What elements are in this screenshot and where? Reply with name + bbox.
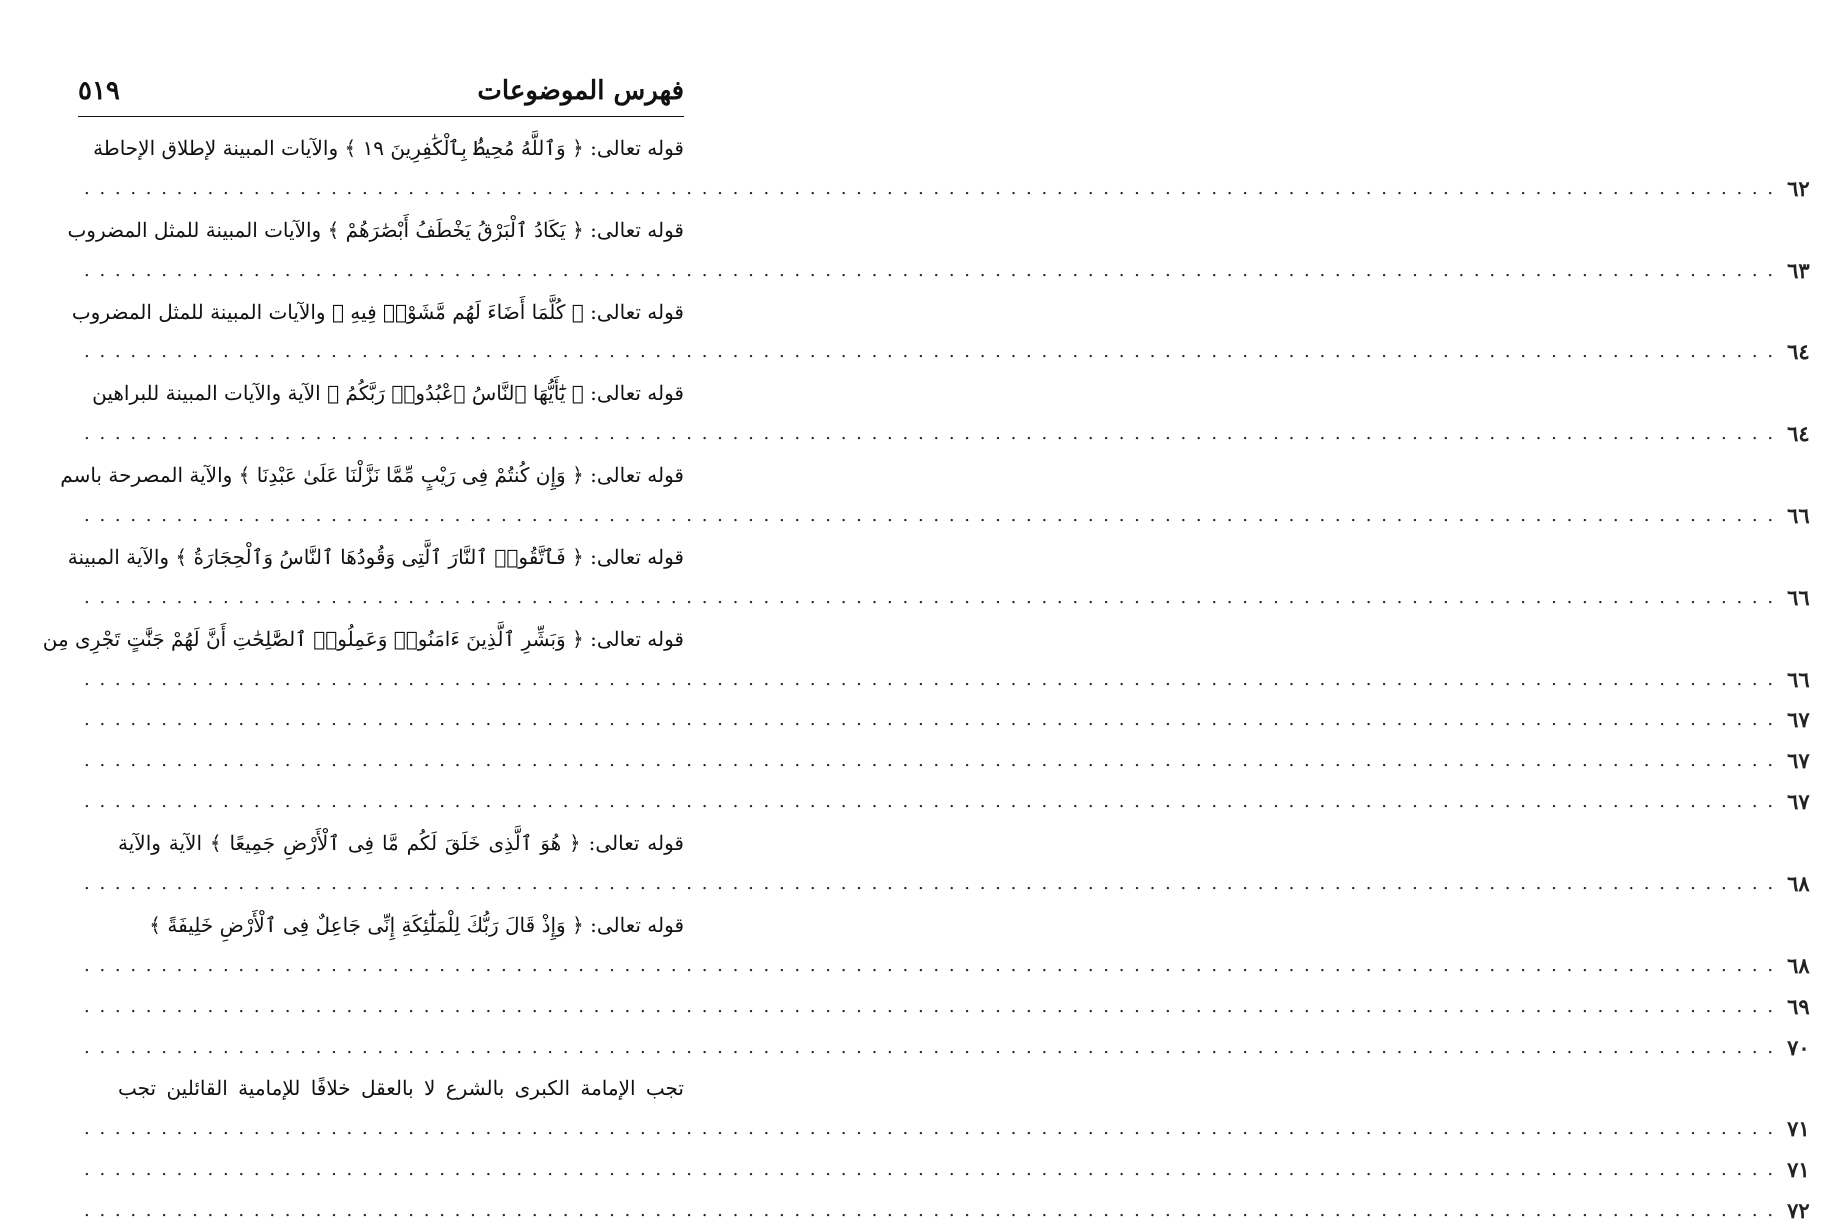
entry-text: قوله تعالى: ﴿ وَإِن كُنتُمْ فِى رَيْبٍ مِّمَّا نَزَّلْنَا عَلَىٰ عَبْدِنَا ﴾ والآية المصرحة باسم xyxy=(60,463,684,488)
index-line xyxy=(84,496,1810,537)
entry-text: قوله تعالى: ﴿ كُلَّمَا أَضَاءَ لَهُم مَّشَوْا۟ فِيهِ ﴾ والآيات المبينة للمثل المضروب xyxy=(71,299,684,324)
index-line xyxy=(84,660,1810,701)
index-line xyxy=(42,619,684,660)
index-line xyxy=(84,946,1810,987)
index-line xyxy=(67,210,684,251)
entry-page-number: . . . ٦٦ xyxy=(1787,666,1810,692)
index-line xyxy=(78,373,684,414)
entry-page-number: . . . ٦٨ xyxy=(1787,871,1810,897)
index-line xyxy=(84,251,1810,292)
header-rule xyxy=(78,116,684,117)
entry-text: قوله تعالى: ﴿ يَكَادُ ٱلْبَرْقُ يَخْطَفُ أَبْصَٰرَهُمْ ﴾ والآيات المبينة للمثل المضروب xyxy=(67,217,684,242)
page-number: ٥١٩ xyxy=(78,76,120,106)
index-line xyxy=(84,864,1810,905)
entry-page-number: . . . ٦٦ xyxy=(1787,503,1810,529)
index-line xyxy=(84,1109,1810,1150)
index-line xyxy=(84,169,1810,210)
index-line xyxy=(84,578,1810,619)
index-line xyxy=(84,700,1810,741)
index-line xyxy=(84,1028,1810,1069)
entry-text: قوله تعالى: ﴿ فَٱتَّقُوا۟ ٱلنَّارَ ٱلَّتِى وَقُودُهَا ٱلنَّاسُ وَٱلْحِجَارَةُ ﴾ والآية المبينة xyxy=(67,544,684,569)
entry-text: تجب الإمامة الكبرى بالشرع لا بالعقل خلافًا للإمامية القائلين تجب xyxy=(118,1076,684,1101)
entry-page-number: . . . ٦٧ xyxy=(1787,789,1810,815)
index-line xyxy=(84,1150,1810,1191)
entry-page-number: . . . ٧١ xyxy=(1787,1116,1810,1142)
index-line xyxy=(71,292,684,333)
entry-text: قوله تعالى: ﴿ وَٱللَّهُ مُحِيطُۢ بِٱلْكَٰفِرِينَ ١٩ ﴾ والآيات المبينة لإطلاق الإحاطة xyxy=(93,136,684,160)
entry-page-number: . . . ٧١ xyxy=(1787,1157,1810,1183)
index-line xyxy=(84,987,1810,1028)
index-line xyxy=(78,823,684,864)
entry-page-number: . . . ٦٩ xyxy=(1787,993,1810,1019)
entry-page-number: . . . ٦٤ xyxy=(1787,339,1810,365)
entry-text: قوله تعالى: ﴿ وَبَشِّرِ ٱلَّذِينَ ءَامَنُوا۟ وَعَمِلُوا۟ ٱلصَّٰلِحَٰتِ أَنَّ لَهُمْ جَنَّٰتٍ تَجْرِى مِن xyxy=(42,626,684,651)
index-line xyxy=(60,455,684,496)
index-line xyxy=(78,905,684,946)
index-line xyxy=(78,128,684,169)
entry-text: قوله تعالى: ﴿ يَٰٓأَيُّهَا ٱلنَّاسُ ٱعْبُدُوا۟ رَبَّكُمُ ﴾ الآية والآيات المبينة للبراهين xyxy=(92,381,684,406)
index-line xyxy=(84,741,1810,782)
index-line xyxy=(84,332,1810,373)
entry-page-number: . . . ٦٦ xyxy=(1787,584,1810,610)
entry-page-number: . . . ٦٧ xyxy=(1787,748,1810,774)
entry-page-number: . . . ٧٠ xyxy=(1787,1034,1810,1060)
running-title: فهرس الموضوعات xyxy=(477,76,684,106)
index-entries xyxy=(42,128,1810,1232)
entry-page-number: . . . ٦٧ xyxy=(1787,707,1810,733)
entry-text: قوله تعالى: ﴿ وَإِذْ قَالَ رَبُّكَ لِلْمَلَٰٓئِكَةِ إِنِّى جَاعِلٌ فِى ٱلْأَرْضِ خَلِيفَةً ﴾ xyxy=(149,912,684,937)
page-header xyxy=(78,74,684,114)
entry-page-number: . . . ٦٨ xyxy=(1787,952,1810,978)
index-line xyxy=(84,1191,1810,1232)
entry-page-number: . . . ٦٤ xyxy=(1787,421,1810,447)
index-line xyxy=(78,1068,684,1109)
entry-page-number: . . . ٧٢ xyxy=(1787,1198,1810,1224)
entry-page-number: . . . ٦٢ xyxy=(1787,175,1810,201)
entry-text: قوله تعالى: ﴿ هُوَ ٱلَّذِى خَلَقَ لَكُم مَّا فِى ٱلْأَرْضِ جَمِيعًا ﴾ الآية والآية xyxy=(118,831,684,856)
index-line xyxy=(84,782,1810,823)
entry-page-number: . . . ٦٣ xyxy=(1787,257,1810,283)
index-line xyxy=(67,537,684,578)
index-line xyxy=(84,414,1810,455)
